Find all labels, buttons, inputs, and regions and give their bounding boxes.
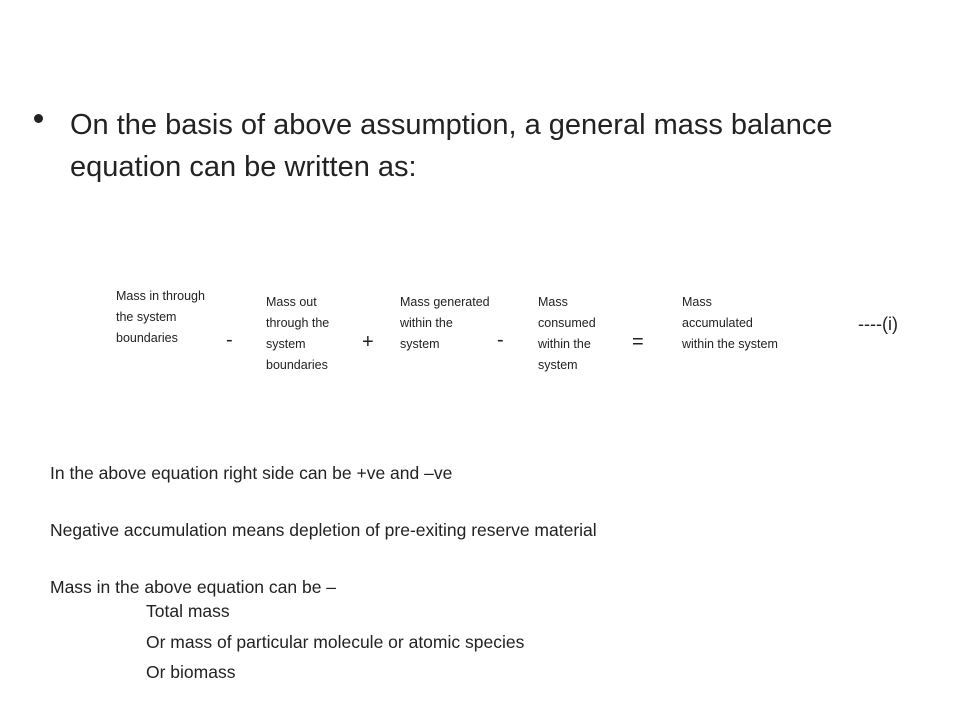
list-item: Or mass of particular molecule or atomic species (146, 632, 525, 652)
note-mass-kinds: Mass in the above equation can be – (50, 577, 337, 597)
bullet-text: On the basis of above assumption, a general mass balance equation can be written as: (70, 109, 833, 183)
operator-minus: - (226, 329, 233, 351)
operator-plus: + (362, 331, 374, 353)
term-mass-consumed: Mass consumed within the system (538, 295, 596, 372)
term-mass-accumulated: Mass accumulated within the system (682, 295, 778, 351)
bullet-dot-icon (34, 114, 43, 123)
term-mass-out: Mass out through the system boundaries (266, 295, 330, 372)
operator-equals: = (632, 331, 644, 353)
term-mass-in: Mass in through the system boundaries (116, 289, 205, 345)
note-negative-accumulation: Negative accumulation means depletion of pre-exiting reserve material (50, 520, 597, 540)
equation-number: ----(i) (858, 314, 898, 334)
list-item: Or biomass (146, 662, 236, 682)
term-mass-generated: Mass generated within the system (400, 295, 490, 351)
operator-minus: - (497, 329, 504, 351)
note-sign: In the above equation right side can be +ve and –ve (50, 463, 453, 483)
list-item: Total mass (146, 601, 230, 621)
